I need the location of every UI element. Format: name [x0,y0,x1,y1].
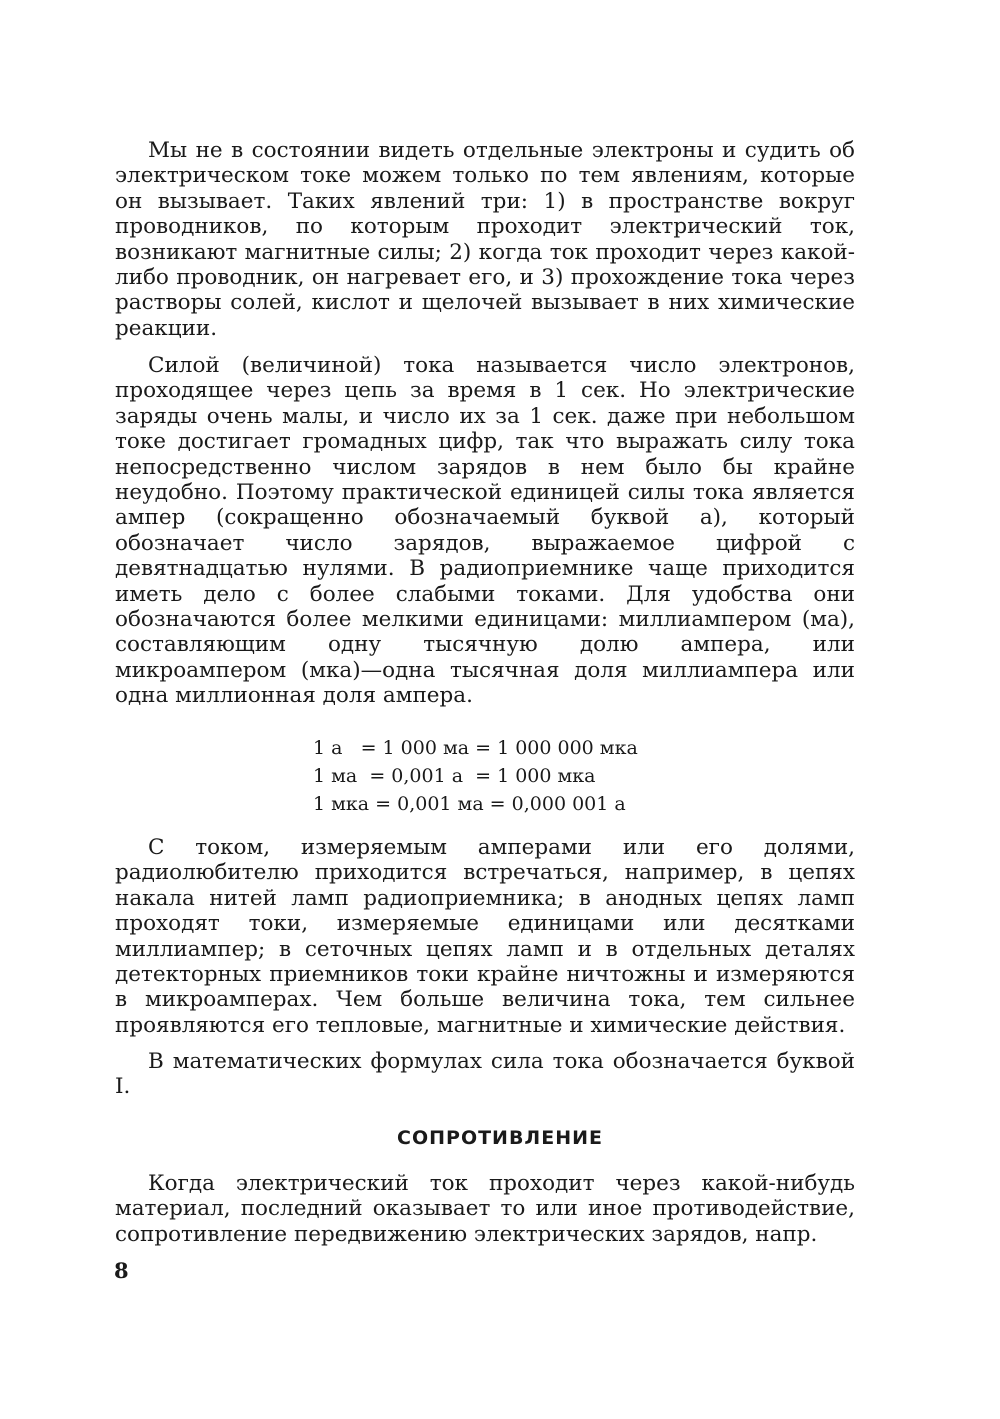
paragraph-current-in-radio: С током, измеряемым амперами или его долями, радиолюбителю приходится встречаться, например, в цепях накала нитей ламп радиоприемника; в анодных цепях ламп проходят токи, измеряемые единицами или десятками миллиампер; в сеточных цепях ламп и в отдельных деталях детекторных приемников токи крайне ничтожны и измеряются в микроамперах. Чем больше величина тока, тем сильнее проявляются его тепловые, магнитные и химические действия. [115,835,855,1038]
paragraph-current-symbol: В математических формулах сила тока обозначается буквой I. [115,1049,855,1100]
unit-conversion-formulas [313,734,638,818]
paragraph-current-strength: Силой (величиной) тока называется число электронов, проходящее через цепь за время в 1 сек. Но электрические заряды очень малы, и число их за 1 сек. даже при небольшом токе достигает громадных цифр, так что выражать силу тока непосредственно числом зарядов в нем было бы крайне неудобно. Поэтому практической единицей силы тока является ампер (сокращенно обозначаемый буквой а), который обозначает число зарядов, выражаемое цифрой с девятнадцатью нулями. В радиоприемнике чаще приходится иметь дело с более слабыми токами. Для удобства они обозначаются более мелкими единицами: миллиампером (ма), составляющим одну тысячную долю ампера, или микроампером (мка)—одна тысячная доля миллиампера или одна миллионная доля ампера. [115,353,855,709]
paragraph-resistance-intro: Когда электрический ток проходит через какой-нибудь материал, последний оказывает то или иное противодействие, сопротивление передвижению электрических зарядов, напр. [115,1171,855,1247]
paragraph-electric-current-effects: Мы не в состоянии видеть отдельные электроны и судить об электрическом токе можем только по тем явлениям, которые он вызывает. Таких явлений три: 1) в пространстве вокруг проводников, по которым проходит электрический ток, возникают магнитные силы; 2) когда ток проходит через какой-либо проводник, он нагревает его, и 3) прохождение тока через растворы солей, кислот и щелочей вызывает в них химические реакции. [115,138,855,341]
section-heading: СОПРОТИВЛЕНИЕ [397,1127,603,1149]
formula-line: 1 ма = 0,001 а = 1 000 мка [313,765,596,787]
formula-line: 1 а = 1 000 ма = 1 000 000 мка [313,737,638,759]
page-number: 8 [114,1258,129,1283]
formula-line: 1 мка = 0,001 ма = 0,000 001 а [313,793,626,815]
